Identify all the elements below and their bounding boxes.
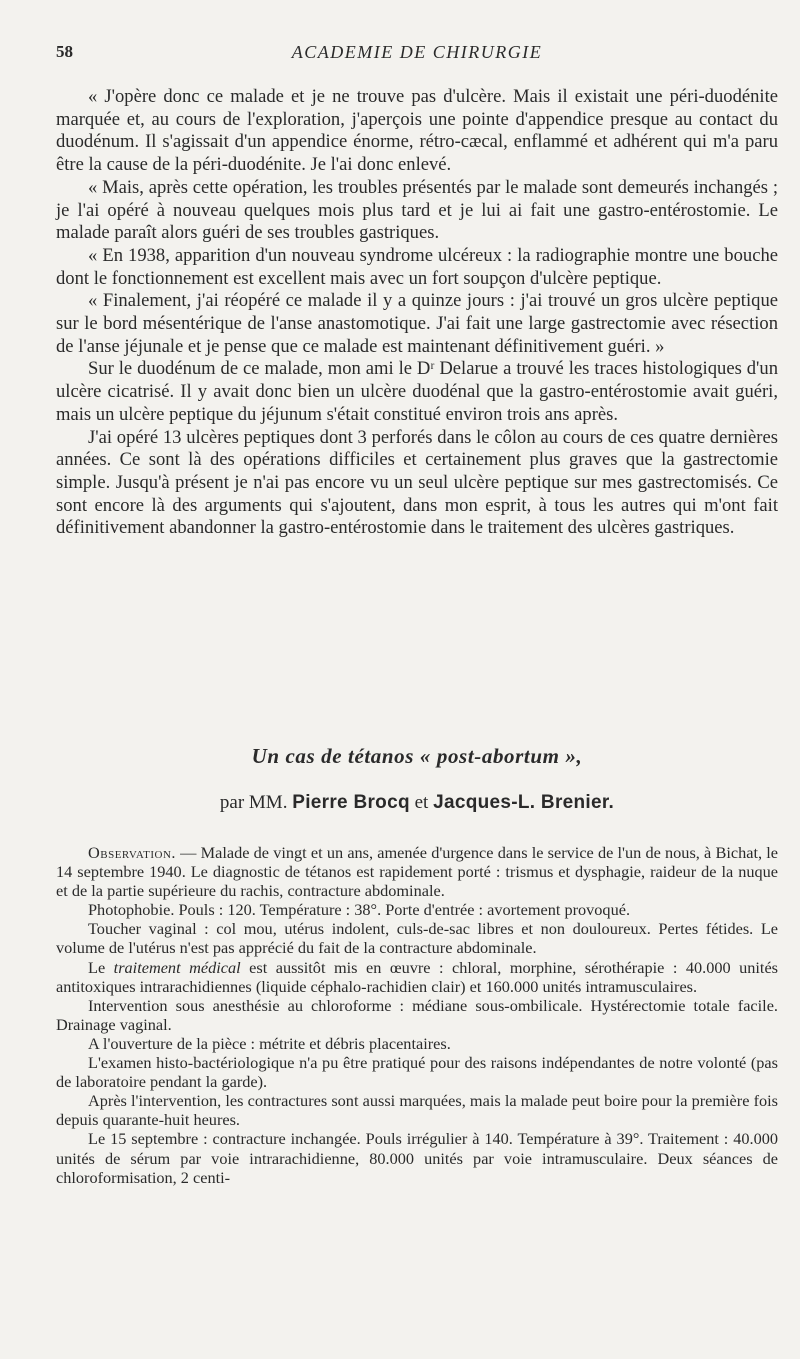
observation-paragraph: Après l'intervention, les contractures sont aussi marquées, mais la malade peut boire pour la première fois depuis quarante-huit heures.	[56, 1091, 778, 1130]
article-authors	[56, 792, 778, 814]
body-paragraph: J'ai opéré 13 ulcères peptiques dont 3 perforés dans le côlon au cours de ces quatre dernières années. Ce sont là des opérations difficiles et certainement plus graves que la gastrectomie simple. Jusqu'à présent je n'ai pas encore vu un seul ulcère peptique sur mes gastrectomisés. Ce sont encore là des arguments qui s'ajoutent, dans mon esprit, à tous les autres qui m'ont fait définitivement abandonner la gastro-entérostomie dans le traitement des ulcères gastriques.	[56, 426, 778, 539]
observation-paragraph: A l'ouverture de la pièce : métrite et débris placentaires.	[88, 1033, 451, 1053]
observation-paragraph: Photophobie. Pouls : 120. Température : 38°. Porte d'entrée : avortement provoqué.	[88, 900, 631, 920]
body-paragraph: « En 1938, apparition d'un nouveau syndrome ulcéreux : la radiographie montre une bouche dont le fonctionnement est excellent mais avec un fort soupçon d'ulcère peptique.	[56, 244, 778, 289]
authors-prefix: par MM.	[219, 792, 288, 813]
observation-paragraph: Intervention sous anesthésie au chloroforme : médiane sous-ombilicale. Hystérectomie totale facile. Drainage vaginal.	[56, 995, 778, 1034]
body-paragraph: « Mais, après cette opération, les troubles présentés par le malade sont demeurés inchangés ; je l'ai opéré à nouveau quelques mois plus tard et je lui ai fait une gastro-entérostomie. Le malade paraît alors guéri de ses troubles gastriques.	[56, 176, 778, 244]
observation-label: Observation.	[88, 843, 176, 862]
running-title: ACADEMIE DE CHIRURGIE	[291, 42, 543, 62]
author-name: Jacques-L. Brenier.	[433, 792, 615, 813]
article-title: Un cas de tétanos « post-abortum »,	[251, 744, 583, 768]
observation-section	[56, 843, 778, 1187]
observation-paragraph: Le 15 septembre : contracture inchangée. Pouls irrégulier à 140. Température à 39°. Traitement : 40.000 unités de sérum par voie intrarachidienne, 80.000 unités par voie intramusculaire. Deux séances de chloroformisation, 2 centi-	[56, 1129, 778, 1187]
treatment-rest: est aussitôt mis en œuvre : chloral, morphine, sérothérapie : 40.000 unités antitoxiques intrarachidiennes (liquide céphalo-rachidien clair) et 160.000 unités intramusculaires.	[56, 957, 779, 996]
author-name: Pierre Brocq	[292, 792, 410, 813]
observation-paragraph: L'examen histo-bactériologique n'a pu être pratiqué pour des raisons indépendantes de notre volonté (pas de laboratoire pendant la garde).	[56, 1053, 778, 1092]
observation-paragraph	[56, 843, 778, 900]
body-paragraph: « J'opère donc ce malade et je ne trouve pas d'ulcère. Mais il existait une péri-duodénite marquée et, au cours de l'exploration, j'aperçois une pointe d'appendice presque au contact du duodénum. Il s'agissait d'un appendice énorme, rétro-cæcal, enflammé et adhérent qui m'a paru être la cause de la péri-duodénite. Je l'ai donc enlevé.	[56, 86, 778, 176]
page-header	[56, 42, 778, 68]
treatment-prefix: Le	[88, 957, 114, 977]
body-paragraph: Sur le duodénum de ce malade, mon ami le Dʳ Delarue a trouvé les traces histologiques d'un ulcère cicatrisé. Il y avait donc bien un ulcère duodénal que la gastro-entérostomie avait guéri, mais un ulcère peptique du jéjunum s'était constitué environ trois ans après.	[56, 358, 778, 425]
observation-paragraph	[56, 958, 778, 996]
observation-intro: — Malade de vingt et un ans, amenée d'urgence dans le service de l'un de nous, à Bichat, le 14 septembre 1940. Le diagnostic de tétanos est rapidement porté : trismus et dysphagie, raideur de la nuque et de la partie supérieure du rachis, contracture abdominale.	[56, 843, 778, 901]
authors-conjunction: et	[414, 792, 429, 813]
body-text	[56, 86, 778, 540]
page-number: 58	[56, 42, 73, 61]
treatment-term: traitement médical	[113, 957, 241, 977]
observation-paragraph: Toucher vaginal : col mou, utérus indolent, culs-de-sac libres et non douloureux. Pertes fétides. Le volume de l'utérus n'est pas apprécié du fait de la contracture abdominale.	[56, 919, 778, 958]
body-paragraph: « Finalement, j'ai réopéré ce malade il y a quinze jours : j'ai trouvé un gros ulcère peptique sur le bord mésentérique de l'anse anastomotique. J'ai fait une large gastrectomie avec résection de l'anse jéjunale et je pense que ce malade est maintenant définitivement guéri. »	[56, 290, 778, 357]
